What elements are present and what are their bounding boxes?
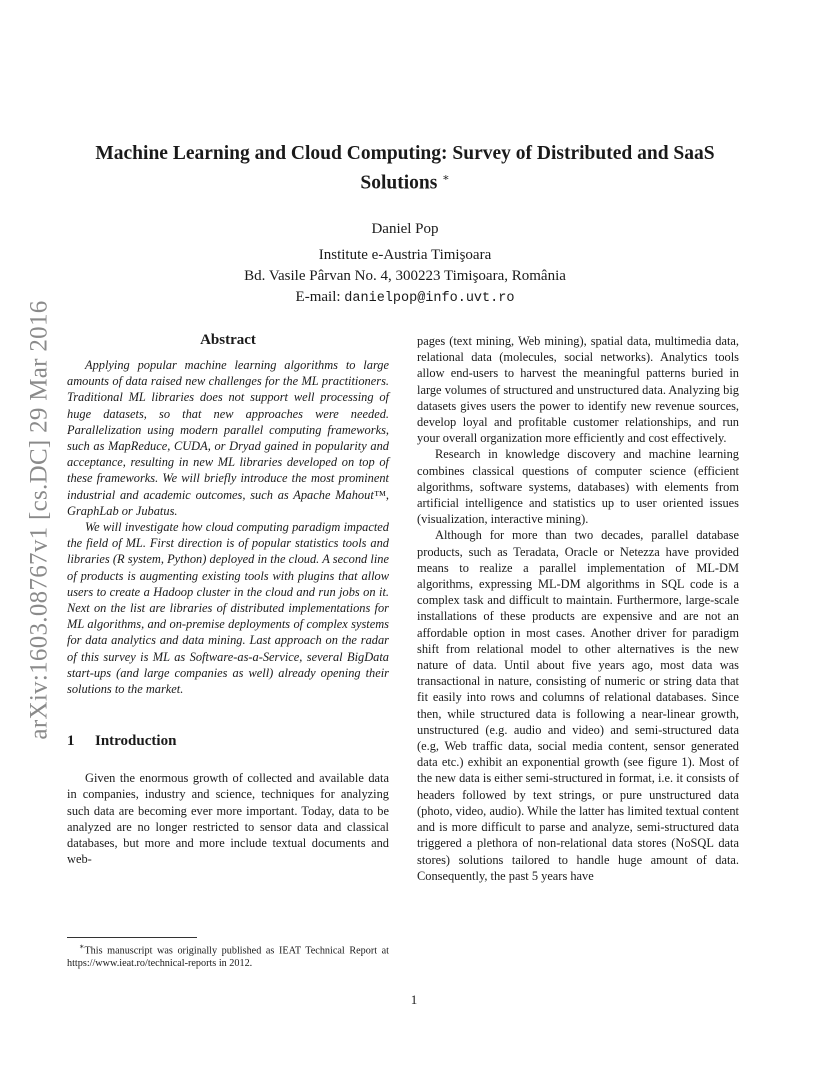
paper-title bbox=[60, 141, 750, 196]
affiliation-address: Bd. Vasile Pârvan No. 4, 300223 Timişoara, România bbox=[244, 268, 566, 284]
footnote bbox=[67, 940, 389, 970]
email-address: danielpop@info.uvt.ro bbox=[344, 291, 515, 306]
section-heading bbox=[67, 733, 389, 750]
abstract-paragraph-1: Applying popular machine learning algorithms to large amounts of data raised new challenges for the ML practitioners. Traditional ML libraries does not support well processing of huge datasets, so that new approaches were needed. Parallelization using modern parallel computing frameworks, such as MapReduce, CUDA, or Dryad gained in popularity and acceptance, resulting in new ML libraries developed on top of these frameworks. We will briefly introduce the most prominent industrial and academic outcomes, such as Apache Mahout™, GraphLab or Jubatus. bbox=[67, 358, 389, 518]
title-footnote-mark: ∗ bbox=[442, 172, 450, 184]
abstract-paragraph-2: We will investigate how cloud computing paradigm impacted the field of ML. First direction is of popular statistics tools and libraries (R system, Python) deployed in the cloud. A second line of products is augmenting existing tools with plugins that allow users to create a Hadoop cluster in the cloud and run jobs on it. Next on the list are libraries of distributed implementations for ML algorithms, and on-premise deployments of complex systems for data analytics and data mining. Last approach on the radar of this survey is ML as Software-as-a-Service, several BigData start-ups (and large companies as well) already opening their solutions to the market. bbox=[67, 520, 389, 697]
right-paragraph-3: Although for more than two decades, parallel database products, such as Teradata, Oracle or Netezza have provided means to realize a parallel implementation of ML-DM algorithms, expressing ML-DM algorithms in SQL code is a complex task and difficult to maintain. Furthermore, large-scale installations of these products are expensive and are not an affordable option in most cases. Another driver for paradigm shift from relational model to other alternatives is the new nature of data. Until about five years ago, most data was transactional in nature, consisting of numeric or string data that fit easily into rows and columns of relational databases. Since then, while structured data is following a near-linear growth, unstructured (e.g. audio and video) and semi-structured data (e.g, Web traffic data, social media content, sensor generated data etc.) exhibit an exponential growth (see figure 1). Most of the new data is either semi-structured in format, i.e. it consists of headers followed by text strings, or pure unstructured data (photo, video, audio). While the latter has limited textual content and is more difficult to parse and analyze, semi-structured data triggered a plethora of non-relational data stores (NoSQL data stores) solutions tailored to handle huge amount of data. Consequently, the past 5 years have bbox=[417, 528, 739, 883]
arxiv-identifier-text: arXiv:1603.08767v1 [cs.DC] 29 Mar 2016 bbox=[26, 300, 53, 740]
email-label: E-mail: bbox=[295, 289, 345, 305]
right-paragraph-1: pages (text mining, Web mining), spatial data, multimedia data, relational data (molecules, social networks). Analytics tools allow end-users to harvest the meaningful patterns buried in large volumes of structured and unstructured data. Analyzing big datasets gives users the power to identify new revenue sources, develop loyal and profitable customer relationships, and run your overall organization more efficiently and cost effectively. bbox=[417, 334, 739, 446]
intro-paragraph-1: Given the enormous growth of collected and available data in companies, industry and science, techniques for analyzing such data are becoming ever more important. Today, data to be analyzed are no longer restricted to sensor data and classical databases, but more and more include textual documents and web- bbox=[67, 771, 389, 867]
footnote-text: This manuscript was originally published as IEAT Technical Report at https://www.ieat.ro/technical-reports in 2012. bbox=[67, 945, 389, 970]
paper-title-text: Machine Learning and Cloud Computing: Survey of Distributed and SaaS Solutions bbox=[95, 143, 715, 194]
affiliation-block bbox=[60, 245, 750, 309]
footnote-mark: ∗ bbox=[79, 942, 85, 951]
right-paragraph-2: Research in knowledge discovery and machine learning combines classical questions of computer science (efficient algorithms, software systems, databases) with elements from artificial intelligence and statistics up to user oriented issues (visualization, interactive mining). bbox=[417, 447, 739, 527]
arxiv-identifier-stamp bbox=[22, 280, 58, 760]
section-title-text: Introduction bbox=[95, 733, 177, 750]
affiliation-institute: Institute e-Austria Timişoara bbox=[318, 247, 492, 263]
right-column bbox=[417, 333, 739, 884]
abstract-section bbox=[67, 332, 389, 697]
footnote-divider bbox=[67, 937, 197, 938]
affiliation-email-line bbox=[60, 287, 750, 309]
abstract-heading: Abstract bbox=[200, 332, 256, 348]
section-number: 1 bbox=[67, 733, 75, 750]
page-number: 1 bbox=[410, 992, 418, 1007]
left-column bbox=[67, 332, 389, 867]
author-name: Daniel Pop bbox=[371, 221, 439, 237]
